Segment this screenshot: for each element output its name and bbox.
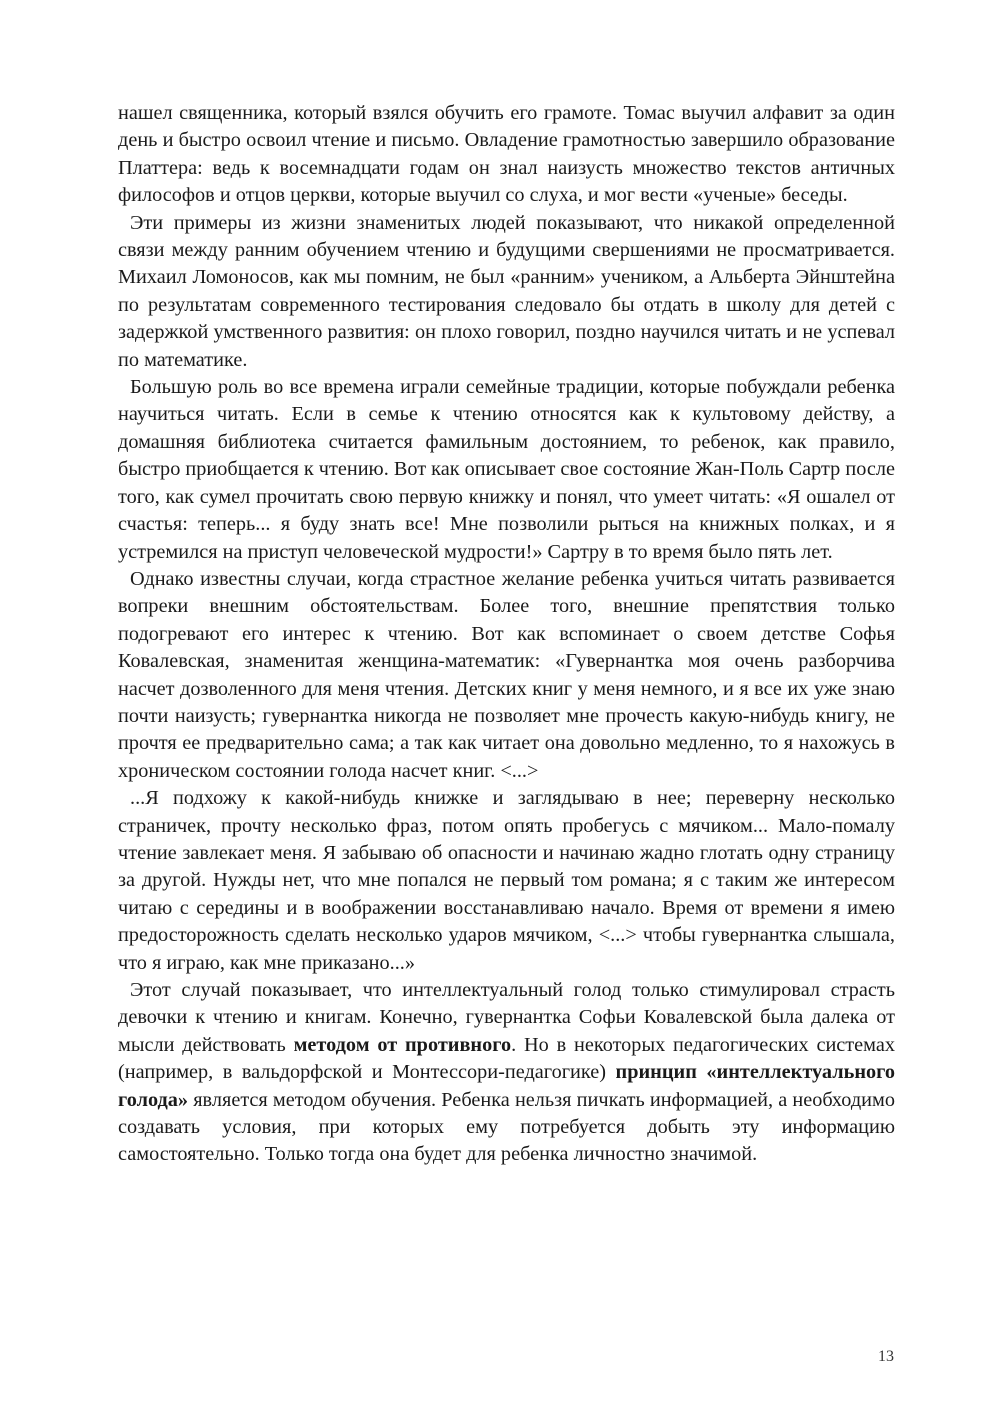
paragraph-6-text-b: . Но в некоторых педагогических системах (например, в вальдорфской и Монтессори-педагогике) bbox=[118, 1033, 896, 1084]
page-body bbox=[118, 100, 895, 1169]
paragraph-3: Большую роль во все времена играли семейные традиции, которые побуждали ребенка научиться читать. Если в семье к чтению относятся как к культовому действу, а домашняя библиотека считается фамильным достоянием, то ребенок, как правило, быстро приобщается к чтению. Вот как описывает свое состояние Жан-Поль Сартр после того, как сумел прочитать свою первую книжку и понял, что умеет читать: «Я ошалел от счастья: теперь... я буду знать все! Мне позволили рыться на книжных полках, и я устремился на приступ человеческой мудрости!» Сартру в то время было пять лет. bbox=[118, 376, 895, 563]
paragraph-6-text-c: является методом обучения. Ребенка нельзя пичкать информацией, а необходимо создавать условия, при которых ему потребуется добыть эту информацию самостоятельно. Только тогда она будет для ребенка личностно значимой. bbox=[118, 1088, 895, 1166]
paragraph-2: Эти примеры из жизни знаменитых людей показывают, что никакой определенной связи между ранним обучением чтению и будущими свершениями не просматривается. Михаил Ломоносов, как мы помним, не был «ранним» учеником, а Альберта Эйнштейна по результатам современного тестирования следовало бы отдать в школу для детей с задержкой умственного развития: он плохо говорил, поздно научился читать и не успевал по математике. bbox=[118, 211, 895, 371]
paragraph-6-text-a: Этот случай показывает, что интеллектуальный голод только стимулировал страсть девочки к чтению и книгам. Конечно, гувернантка Софьи Ковалевской была далека от мысли действовать bbox=[118, 979, 895, 1056]
page-number: 13 bbox=[878, 1348, 894, 1365]
bold-term-principle: принцип «интеллектуального голода» bbox=[118, 1061, 895, 1111]
bold-term-method: методом от противного bbox=[293, 1033, 512, 1056]
paragraph-5: ...Я подхожу к какой-нибудь книжке и заглядываю в нее; переверну несколько страничек, прочту несколько фраз, потом опять пробегусь с мячиком... Мало-помалу чтение завлекает меня. Я забываю об опасности и начинаю жадно глотать одну страницу за другой. Нужды нет, что мне попался не первый том романа; я с таким же интересом читаю с середины и в воображении восстанавливаю начало. Время от времени я имею предосторожность сделать несколько ударов мячиком, <...> чтобы гувернантка слышала, что я играю, как мне приказано...» bbox=[118, 787, 895, 974]
paragraph-6 bbox=[118, 977, 895, 1169]
paragraph-4: Однако известны случаи, когда страстное желание ребенка учиться читать развивается вопреки внешним обстоятельствам. Более того, внешние препятствия только подогревают его интерес к чтению. Вот как вспоминает о своем детстве Софья Ковалевская, знаменитая женщина-математик: «Гувернантка моя очень разборчива насчет дозволенного для меня чтения. Детских книг у меня немного, и я все их уже знаю почти наизусть; гувернантка никогда не позволяет мне прочесть какую-нибудь книгу, не прочтя ее предварительно сама; а так как читает она довольно медленно, то я нахожусь в хроническом состоянии голода насчет книг. <...> bbox=[118, 567, 895, 782]
paragraph-1: нашел священника, который взялся обучить его грамоте. Томас выучил алфавит за один день и быстро освоил чтение и письмо. Овладение грамотностью завершило образование Платтера: ведь к восемнадцати годам он знал наизусть множество текстов античных философов и отцов церкви, которые выучил со слуха, и мог вести «ученые» беседы. bbox=[118, 102, 895, 207]
